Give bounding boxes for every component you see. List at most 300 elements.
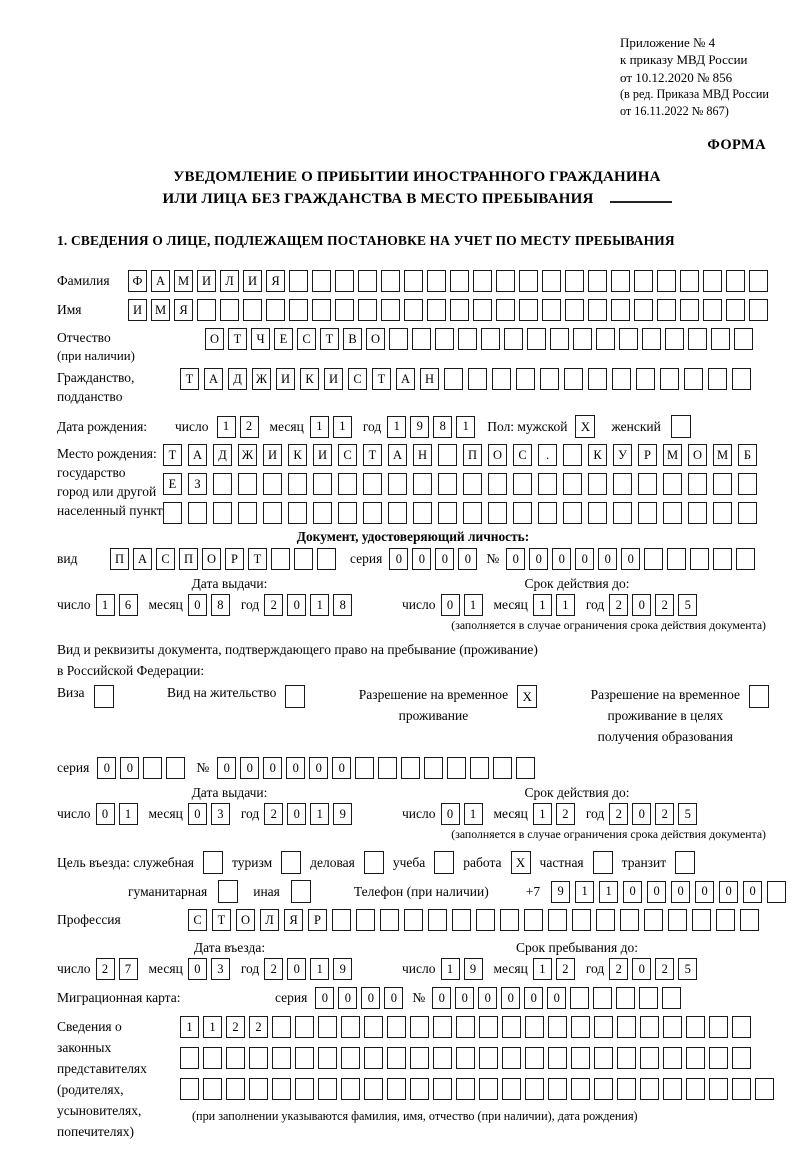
form-cell[interactable] bbox=[294, 548, 313, 570]
purpose-tourism-checkbox[interactable] bbox=[281, 851, 301, 874]
form-cell[interactable] bbox=[686, 1047, 705, 1069]
form-cell[interactable] bbox=[611, 270, 630, 292]
form-cell[interactable]: 0 bbox=[263, 757, 282, 779]
form-cell[interactable]: 0 bbox=[441, 803, 460, 825]
form-cell[interactable] bbox=[263, 473, 282, 495]
form-cell[interactable]: 0 bbox=[286, 757, 305, 779]
form-cell[interactable]: 0 bbox=[412, 548, 431, 570]
form-cell[interactable]: 1 bbox=[310, 416, 329, 438]
form-cell[interactable]: 1 bbox=[464, 803, 483, 825]
form-cell[interactable] bbox=[548, 1047, 567, 1069]
form-cell[interactable]: 2 bbox=[655, 594, 674, 616]
purpose-humanitarian-checkbox[interactable] bbox=[218, 880, 238, 903]
form-cell[interactable] bbox=[611, 299, 630, 321]
form-cell[interactable] bbox=[289, 270, 308, 292]
form-cell[interactable]: Р bbox=[638, 444, 657, 466]
form-cell[interactable] bbox=[613, 473, 632, 495]
form-cell[interactable]: 1 bbox=[456, 416, 475, 438]
form-cell[interactable] bbox=[524, 909, 543, 931]
form-cell[interactable] bbox=[428, 909, 447, 931]
form-cell[interactable] bbox=[295, 1047, 314, 1069]
form-cell[interactable] bbox=[335, 270, 354, 292]
form-cell[interactable] bbox=[338, 473, 357, 495]
form-cell[interactable]: 0 bbox=[552, 548, 571, 570]
form-cell[interactable] bbox=[667, 548, 686, 570]
form-cell[interactable]: 2 bbox=[249, 1016, 268, 1038]
form-cell[interactable]: 0 bbox=[435, 548, 454, 570]
form-cell[interactable] bbox=[616, 987, 635, 1009]
form-cell[interactable] bbox=[563, 444, 582, 466]
form-cell[interactable] bbox=[388, 473, 407, 495]
form-cell[interactable]: К bbox=[588, 444, 607, 466]
form-cell[interactable] bbox=[438, 444, 457, 466]
form-cell[interactable]: 0 bbox=[120, 757, 139, 779]
form-cell[interactable]: 2 bbox=[556, 803, 575, 825]
form-cell[interactable]: О bbox=[205, 328, 224, 350]
form-cell[interactable]: 0 bbox=[315, 987, 334, 1009]
form-cell[interactable] bbox=[525, 1047, 544, 1069]
form-cell[interactable] bbox=[688, 328, 707, 350]
form-cell[interactable] bbox=[749, 299, 768, 321]
form-cell[interactable] bbox=[388, 502, 407, 524]
form-cell[interactable] bbox=[680, 270, 699, 292]
form-cell[interactable] bbox=[749, 270, 768, 292]
form-cell[interactable] bbox=[663, 1047, 682, 1069]
form-cell[interactable] bbox=[594, 1016, 613, 1038]
form-cell[interactable] bbox=[358, 299, 377, 321]
form-cell[interactable]: 0 bbox=[240, 757, 259, 779]
form-cell[interactable] bbox=[381, 270, 400, 292]
form-cell[interactable] bbox=[272, 1078, 291, 1100]
form-cell[interactable]: Т bbox=[212, 909, 231, 931]
form-cell[interactable] bbox=[596, 909, 615, 931]
form-cell[interactable]: 0 bbox=[361, 987, 380, 1009]
form-cell[interactable] bbox=[424, 757, 443, 779]
form-cell[interactable]: 0 bbox=[647, 881, 666, 903]
form-cell[interactable]: 0 bbox=[389, 548, 408, 570]
form-cell[interactable] bbox=[732, 1016, 751, 1038]
form-cell[interactable] bbox=[213, 502, 232, 524]
form-cell[interactable] bbox=[341, 1047, 360, 1069]
form-cell[interactable] bbox=[525, 1016, 544, 1038]
form-cell[interactable]: 1 bbox=[599, 881, 618, 903]
form-cell[interactable] bbox=[226, 1078, 245, 1100]
form-cell[interactable] bbox=[188, 502, 207, 524]
form-cell[interactable] bbox=[456, 1016, 475, 1038]
form-cell[interactable]: П bbox=[463, 444, 482, 466]
form-cell[interactable]: А bbox=[388, 444, 407, 466]
form-cell[interactable] bbox=[389, 328, 408, 350]
form-cell[interactable]: 0 bbox=[547, 987, 566, 1009]
form-cell[interactable]: 1 bbox=[556, 594, 575, 616]
form-cell[interactable] bbox=[571, 1078, 590, 1100]
form-cell[interactable] bbox=[479, 1016, 498, 1038]
form-cell[interactable] bbox=[488, 473, 507, 495]
form-cell[interactable] bbox=[640, 1016, 659, 1038]
temp-residence-edu-checkbox[interactable] bbox=[749, 685, 769, 708]
form-cell[interactable] bbox=[662, 987, 681, 1009]
form-cell[interactable] bbox=[716, 909, 735, 931]
form-cell[interactable] bbox=[732, 1047, 751, 1069]
form-cell[interactable]: 8 bbox=[433, 416, 452, 438]
form-cell[interactable]: 0 bbox=[188, 958, 207, 980]
form-cell[interactable] bbox=[463, 502, 482, 524]
form-cell[interactable]: 0 bbox=[188, 803, 207, 825]
form-cell[interactable]: 5 bbox=[678, 803, 697, 825]
form-cell[interactable]: 1 bbox=[387, 416, 406, 438]
form-cell[interactable] bbox=[709, 1078, 728, 1100]
form-cell[interactable]: 0 bbox=[384, 987, 403, 1009]
form-cell[interactable]: 1 bbox=[533, 803, 552, 825]
form-cell[interactable] bbox=[272, 1047, 291, 1069]
form-cell[interactable]: 1 bbox=[119, 803, 138, 825]
form-cell[interactable] bbox=[519, 299, 538, 321]
form-cell[interactable]: 1 bbox=[533, 594, 552, 616]
form-cell[interactable]: 2 bbox=[264, 594, 283, 616]
form-cell[interactable]: Е bbox=[163, 473, 182, 495]
form-cell[interactable] bbox=[143, 757, 162, 779]
form-cell[interactable] bbox=[638, 473, 657, 495]
form-cell[interactable] bbox=[538, 473, 557, 495]
form-cell[interactable] bbox=[690, 548, 709, 570]
form-cell[interactable] bbox=[542, 270, 561, 292]
form-cell[interactable] bbox=[660, 368, 679, 390]
form-cell[interactable]: Ф bbox=[128, 270, 147, 292]
form-cell[interactable] bbox=[163, 502, 182, 524]
form-cell[interactable]: П bbox=[110, 548, 129, 570]
form-cell[interactable]: 0 bbox=[501, 987, 520, 1009]
form-cell[interactable]: И bbox=[128, 299, 147, 321]
form-cell[interactable] bbox=[657, 299, 676, 321]
form-cell[interactable] bbox=[318, 1016, 337, 1038]
form-cell[interactable] bbox=[387, 1016, 406, 1038]
form-cell[interactable] bbox=[272, 1016, 291, 1038]
form-cell[interactable]: 9 bbox=[464, 958, 483, 980]
form-cell[interactable] bbox=[588, 299, 607, 321]
form-cell[interactable]: 2 bbox=[264, 803, 283, 825]
form-cell[interactable]: 1 bbox=[310, 958, 329, 980]
form-cell[interactable] bbox=[642, 328, 661, 350]
form-cell[interactable]: Т bbox=[228, 328, 247, 350]
form-cell[interactable]: Р bbox=[308, 909, 327, 931]
form-cell[interactable] bbox=[378, 757, 397, 779]
form-cell[interactable]: Я bbox=[174, 299, 193, 321]
form-cell[interactable] bbox=[571, 1016, 590, 1038]
form-cell[interactable] bbox=[410, 1016, 429, 1038]
form-cell[interactable]: Ж bbox=[252, 368, 271, 390]
form-cell[interactable]: З bbox=[188, 473, 207, 495]
form-cell[interactable]: 1 bbox=[464, 594, 483, 616]
form-cell[interactable]: О bbox=[202, 548, 221, 570]
form-cell[interactable]: И bbox=[313, 444, 332, 466]
form-cell[interactable] bbox=[226, 1047, 245, 1069]
form-cell[interactable] bbox=[572, 909, 591, 931]
form-cell[interactable]: Ж bbox=[238, 444, 257, 466]
purpose-other-checkbox[interactable] bbox=[291, 880, 311, 903]
form-cell[interactable] bbox=[312, 270, 331, 292]
form-cell[interactable] bbox=[564, 368, 583, 390]
form-cell[interactable] bbox=[335, 299, 354, 321]
form-cell[interactable] bbox=[588, 368, 607, 390]
form-cell[interactable] bbox=[767, 881, 786, 903]
form-cell[interactable] bbox=[596, 328, 615, 350]
form-cell[interactable] bbox=[713, 548, 732, 570]
form-cell[interactable]: 0 bbox=[529, 548, 548, 570]
form-cell[interactable] bbox=[410, 1078, 429, 1100]
form-cell[interactable]: 2 bbox=[264, 958, 283, 980]
form-cell[interactable]: Т bbox=[372, 368, 391, 390]
form-cell[interactable] bbox=[249, 1047, 268, 1069]
form-cell[interactable] bbox=[413, 502, 432, 524]
form-cell[interactable] bbox=[463, 473, 482, 495]
form-cell[interactable] bbox=[473, 299, 492, 321]
form-cell[interactable]: Л bbox=[220, 270, 239, 292]
form-cell[interactable] bbox=[496, 299, 515, 321]
form-cell[interactable] bbox=[516, 368, 535, 390]
form-cell[interactable] bbox=[238, 502, 257, 524]
form-cell[interactable] bbox=[711, 328, 730, 350]
form-cell[interactable] bbox=[496, 270, 515, 292]
form-cell[interactable]: С bbox=[338, 444, 357, 466]
form-cell[interactable] bbox=[502, 1016, 521, 1038]
form-cell[interactable]: 8 bbox=[211, 594, 230, 616]
form-cell[interactable] bbox=[413, 473, 432, 495]
form-cell[interactable] bbox=[684, 368, 703, 390]
form-cell[interactable] bbox=[588, 270, 607, 292]
form-cell[interactable] bbox=[732, 368, 751, 390]
purpose-official-checkbox[interactable] bbox=[203, 851, 223, 874]
form-cell[interactable] bbox=[525, 1078, 544, 1100]
form-cell[interactable]: Д bbox=[228, 368, 247, 390]
form-cell[interactable]: 0 bbox=[632, 803, 651, 825]
form-cell[interactable] bbox=[404, 299, 423, 321]
form-cell[interactable]: И bbox=[243, 270, 262, 292]
form-cell[interactable]: Я bbox=[284, 909, 303, 931]
form-cell[interactable]: 1 bbox=[310, 594, 329, 616]
form-cell[interactable]: 0 bbox=[575, 548, 594, 570]
form-cell[interactable]: Я bbox=[266, 270, 285, 292]
form-cell[interactable] bbox=[166, 757, 185, 779]
form-cell[interactable]: А bbox=[133, 548, 152, 570]
form-cell[interactable] bbox=[657, 270, 676, 292]
form-cell[interactable] bbox=[519, 270, 538, 292]
form-cell[interactable] bbox=[470, 757, 489, 779]
form-cell[interactable]: 0 bbox=[455, 987, 474, 1009]
form-cell[interactable] bbox=[563, 502, 582, 524]
form-cell[interactable] bbox=[500, 909, 519, 931]
form-cell[interactable]: 0 bbox=[671, 881, 690, 903]
form-cell[interactable] bbox=[444, 368, 463, 390]
form-cell[interactable]: 0 bbox=[506, 548, 525, 570]
form-cell[interactable]: . bbox=[538, 444, 557, 466]
form-cell[interactable] bbox=[410, 1047, 429, 1069]
form-cell[interactable] bbox=[755, 1078, 774, 1100]
form-cell[interactable] bbox=[663, 1016, 682, 1038]
form-cell[interactable]: 0 bbox=[623, 881, 642, 903]
form-cell[interactable]: 1 bbox=[203, 1016, 222, 1038]
form-cell[interactable] bbox=[358, 270, 377, 292]
form-cell[interactable] bbox=[427, 270, 446, 292]
form-cell[interactable]: К bbox=[288, 444, 307, 466]
form-cell[interactable] bbox=[387, 1078, 406, 1100]
form-cell[interactable]: И bbox=[276, 368, 295, 390]
visa-checkbox[interactable] bbox=[94, 685, 114, 708]
form-cell[interactable] bbox=[364, 1047, 383, 1069]
form-cell[interactable] bbox=[266, 299, 285, 321]
form-cell[interactable] bbox=[318, 1078, 337, 1100]
form-cell[interactable] bbox=[180, 1078, 199, 1100]
form-cell[interactable]: О bbox=[488, 444, 507, 466]
form-cell[interactable]: Б bbox=[738, 444, 757, 466]
form-cell[interactable] bbox=[565, 299, 584, 321]
form-cell[interactable]: О bbox=[236, 909, 255, 931]
form-cell[interactable]: И bbox=[324, 368, 343, 390]
form-cell[interactable] bbox=[617, 1078, 636, 1100]
temp-residence-checkbox[interactable]: X bbox=[517, 685, 537, 708]
form-cell[interactable]: М bbox=[663, 444, 682, 466]
form-cell[interactable] bbox=[458, 328, 477, 350]
form-cell[interactable] bbox=[513, 502, 532, 524]
form-cell[interactable]: М bbox=[174, 270, 193, 292]
purpose-study-checkbox[interactable] bbox=[434, 851, 454, 874]
form-cell[interactable] bbox=[427, 299, 446, 321]
form-cell[interactable] bbox=[734, 328, 753, 350]
form-cell[interactable] bbox=[387, 1047, 406, 1069]
form-cell[interactable] bbox=[516, 757, 535, 779]
form-cell[interactable]: Т bbox=[180, 368, 199, 390]
form-cell[interactable] bbox=[709, 1016, 728, 1038]
form-cell[interactable]: 0 bbox=[478, 987, 497, 1009]
form-cell[interactable] bbox=[468, 368, 487, 390]
form-cell[interactable] bbox=[502, 1078, 521, 1100]
form-cell[interactable] bbox=[619, 328, 638, 350]
form-cell[interactable] bbox=[295, 1016, 314, 1038]
form-cell[interactable]: 1 bbox=[310, 803, 329, 825]
form-cell[interactable]: С bbox=[513, 444, 532, 466]
form-cell[interactable] bbox=[703, 299, 722, 321]
form-cell[interactable] bbox=[740, 909, 759, 931]
form-cell[interactable]: 3 bbox=[211, 803, 230, 825]
form-cell[interactable]: 1 bbox=[217, 416, 236, 438]
form-cell[interactable] bbox=[644, 909, 663, 931]
residence-permit-checkbox[interactable] bbox=[285, 685, 305, 708]
form-cell[interactable] bbox=[318, 1047, 337, 1069]
form-cell[interactable] bbox=[363, 502, 382, 524]
form-cell[interactable]: 7 bbox=[119, 958, 138, 980]
form-cell[interactable] bbox=[713, 473, 732, 495]
form-cell[interactable] bbox=[295, 1078, 314, 1100]
form-cell[interactable] bbox=[634, 270, 653, 292]
form-cell[interactable] bbox=[364, 1016, 383, 1038]
form-cell[interactable] bbox=[479, 1078, 498, 1100]
form-cell[interactable] bbox=[638, 502, 657, 524]
form-cell[interactable]: Т bbox=[320, 328, 339, 350]
form-cell[interactable] bbox=[663, 1078, 682, 1100]
form-cell[interactable] bbox=[363, 473, 382, 495]
form-cell[interactable]: 0 bbox=[287, 958, 306, 980]
form-cell[interactable]: 9 bbox=[551, 881, 570, 903]
form-cell[interactable] bbox=[197, 299, 216, 321]
form-cell[interactable]: 5 bbox=[678, 958, 697, 980]
form-cell[interactable] bbox=[527, 328, 546, 350]
sex-female-checkbox[interactable] bbox=[671, 415, 691, 438]
form-cell[interactable]: 0 bbox=[97, 757, 116, 779]
form-cell[interactable]: 0 bbox=[432, 987, 451, 1009]
form-cell[interactable]: 2 bbox=[556, 958, 575, 980]
form-cell[interactable]: 1 bbox=[441, 958, 460, 980]
form-cell[interactable]: 0 bbox=[96, 803, 115, 825]
form-cell[interactable]: М bbox=[151, 299, 170, 321]
form-cell[interactable] bbox=[456, 1078, 475, 1100]
form-cell[interactable] bbox=[450, 270, 469, 292]
form-cell[interactable] bbox=[588, 473, 607, 495]
form-cell[interactable] bbox=[476, 909, 495, 931]
form-cell[interactable] bbox=[488, 502, 507, 524]
form-cell[interactable] bbox=[548, 1016, 567, 1038]
purpose-business-checkbox[interactable] bbox=[364, 851, 384, 874]
form-cell[interactable] bbox=[573, 328, 592, 350]
form-cell[interactable]: 0 bbox=[743, 881, 762, 903]
form-cell[interactable] bbox=[542, 299, 561, 321]
form-cell[interactable] bbox=[481, 328, 500, 350]
form-cell[interactable]: 2 bbox=[226, 1016, 245, 1038]
form-cell[interactable]: Н bbox=[420, 368, 439, 390]
form-cell[interactable] bbox=[640, 1047, 659, 1069]
form-cell[interactable] bbox=[433, 1016, 452, 1038]
form-cell[interactable]: Т bbox=[363, 444, 382, 466]
form-cell[interactable]: А bbox=[396, 368, 415, 390]
form-cell[interactable] bbox=[736, 548, 755, 570]
form-cell[interactable] bbox=[479, 1047, 498, 1069]
purpose-work-checkbox[interactable]: X bbox=[511, 851, 531, 874]
form-cell[interactable]: 9 bbox=[333, 958, 352, 980]
form-cell[interactable] bbox=[594, 1047, 613, 1069]
form-cell[interactable]: Ч bbox=[251, 328, 270, 350]
form-cell[interactable]: К bbox=[300, 368, 319, 390]
form-cell[interactable]: 0 bbox=[695, 881, 714, 903]
form-cell[interactable]: 1 bbox=[533, 958, 552, 980]
form-cell[interactable] bbox=[203, 1047, 222, 1069]
form-cell[interactable]: 0 bbox=[332, 757, 351, 779]
form-cell[interactable] bbox=[593, 987, 612, 1009]
form-cell[interactable] bbox=[271, 548, 290, 570]
form-cell[interactable] bbox=[665, 328, 684, 350]
form-cell[interactable]: 0 bbox=[287, 594, 306, 616]
form-cell[interactable] bbox=[238, 473, 257, 495]
form-cell[interactable]: 0 bbox=[598, 548, 617, 570]
form-cell[interactable]: 0 bbox=[441, 594, 460, 616]
form-cell[interactable] bbox=[452, 909, 471, 931]
form-cell[interactable] bbox=[289, 299, 308, 321]
form-cell[interactable]: А bbox=[204, 368, 223, 390]
form-cell[interactable] bbox=[636, 368, 655, 390]
form-cell[interactable] bbox=[435, 328, 454, 350]
form-cell[interactable] bbox=[570, 987, 589, 1009]
form-cell[interactable] bbox=[381, 299, 400, 321]
form-cell[interactable] bbox=[548, 1078, 567, 1100]
form-cell[interactable] bbox=[513, 473, 532, 495]
form-cell[interactable]: Е bbox=[274, 328, 293, 350]
form-cell[interactable] bbox=[688, 473, 707, 495]
form-cell[interactable]: 2 bbox=[609, 803, 628, 825]
form-cell[interactable] bbox=[732, 1078, 751, 1100]
form-cell[interactable]: 3 bbox=[211, 958, 230, 980]
form-cell[interactable]: С bbox=[297, 328, 316, 350]
form-cell[interactable]: 9 bbox=[410, 416, 429, 438]
form-cell[interactable]: Р bbox=[225, 548, 244, 570]
form-cell[interactable]: 6 bbox=[119, 594, 138, 616]
form-cell[interactable]: О bbox=[366, 328, 385, 350]
